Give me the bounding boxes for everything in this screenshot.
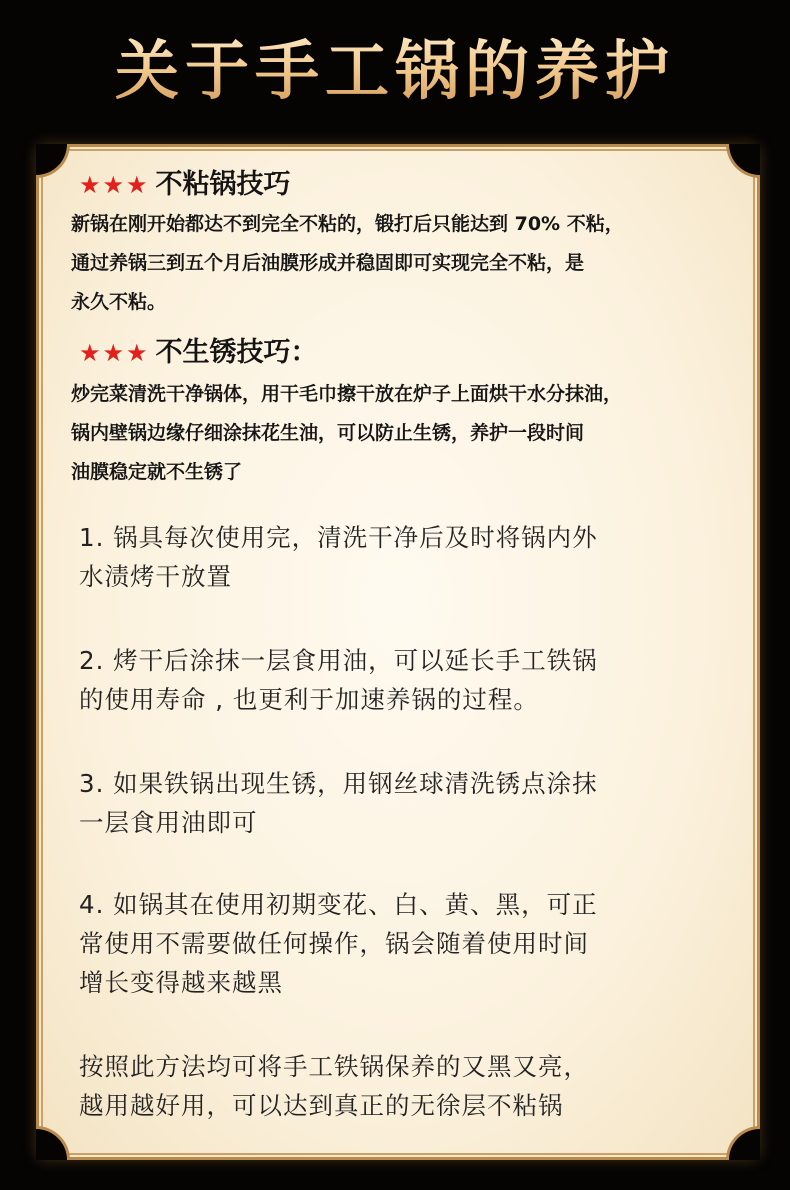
tip-item-2 [79, 641, 739, 719]
paragraph-line: 油膜稳定就不生锈了 [71, 461, 243, 483]
rustproof-paragraph [71, 375, 761, 492]
section-heading-rustproof [79, 335, 318, 371]
corner-ornament [36, 144, 70, 178]
corner-ornament [36, 1126, 70, 1160]
star-rating-icon: ★★★ [79, 171, 150, 199]
closing-paragraph [79, 1047, 739, 1125]
corner-ornament [726, 144, 760, 178]
heading-text: 不生锈技巧： [155, 337, 318, 368]
paragraph-line: 炒完菜清洗干净锅体，用干毛巾擦干放在炉子上面烘干水分抹油， [71, 383, 623, 405]
paragraph-line: 新锅在刚开始都达不到完全不粘的，锻打后只能达到 70% 不粘， [71, 213, 624, 235]
nonstick-paragraph [71, 205, 761, 322]
tip-line: 水渍烤干放置 [79, 562, 232, 591]
tip-item-1 [79, 518, 739, 596]
tip-line: 增长变得越来越黑 [79, 968, 283, 997]
tip-item-3 [79, 764, 739, 842]
tip-line: 常使用不需要做任何操作，锅会随着使用时间 [79, 929, 589, 958]
care-card [36, 144, 760, 1160]
tip-line: 3. 如果铁锅出现生锈，用钢丝球清洗锈点涂抹 [79, 769, 598, 798]
tip-line: 1. 锅具每次使用完，清洗干净后及时将锅内外 [79, 523, 598, 552]
page-title: 关于手工锅的养护 [0, 22, 790, 122]
heading-text: 不粘锅技巧 [155, 169, 291, 200]
star-rating-icon: ★★★ [79, 339, 150, 367]
closing-line: 按照此方法均可将手工铁锅保养的又黑又亮， [79, 1052, 589, 1081]
tip-line: 2. 烤干后涂抹一层食用油，可以延长手工铁锅 [79, 646, 598, 675]
tip-line: 的使用寿命 , 也更利于加速养锅的过程。 [79, 685, 539, 714]
closing-line: 越用越好用，可以达到真正的无徐层不粘锅 [79, 1091, 564, 1120]
corner-ornament [726, 1126, 760, 1160]
tip-line: 4. 如锅其在使用初期变花、白、黄、黑，可正 [79, 890, 598, 919]
tip-line: 一层食用油即可 [79, 808, 258, 837]
paragraph-line: 锅内壁锅边缘仔细涂抹花生油，可以防止生锈，养护一段时间 [71, 422, 585, 444]
paragraph-line: 永久不粘。 [71, 291, 167, 313]
section-heading-nonstick [79, 167, 291, 203]
tip-item-4 [79, 885, 739, 1002]
paragraph-line: 通过养锅三到五个月后油膜形成并稳固即可实现完全不粘，是 [71, 252, 585, 274]
